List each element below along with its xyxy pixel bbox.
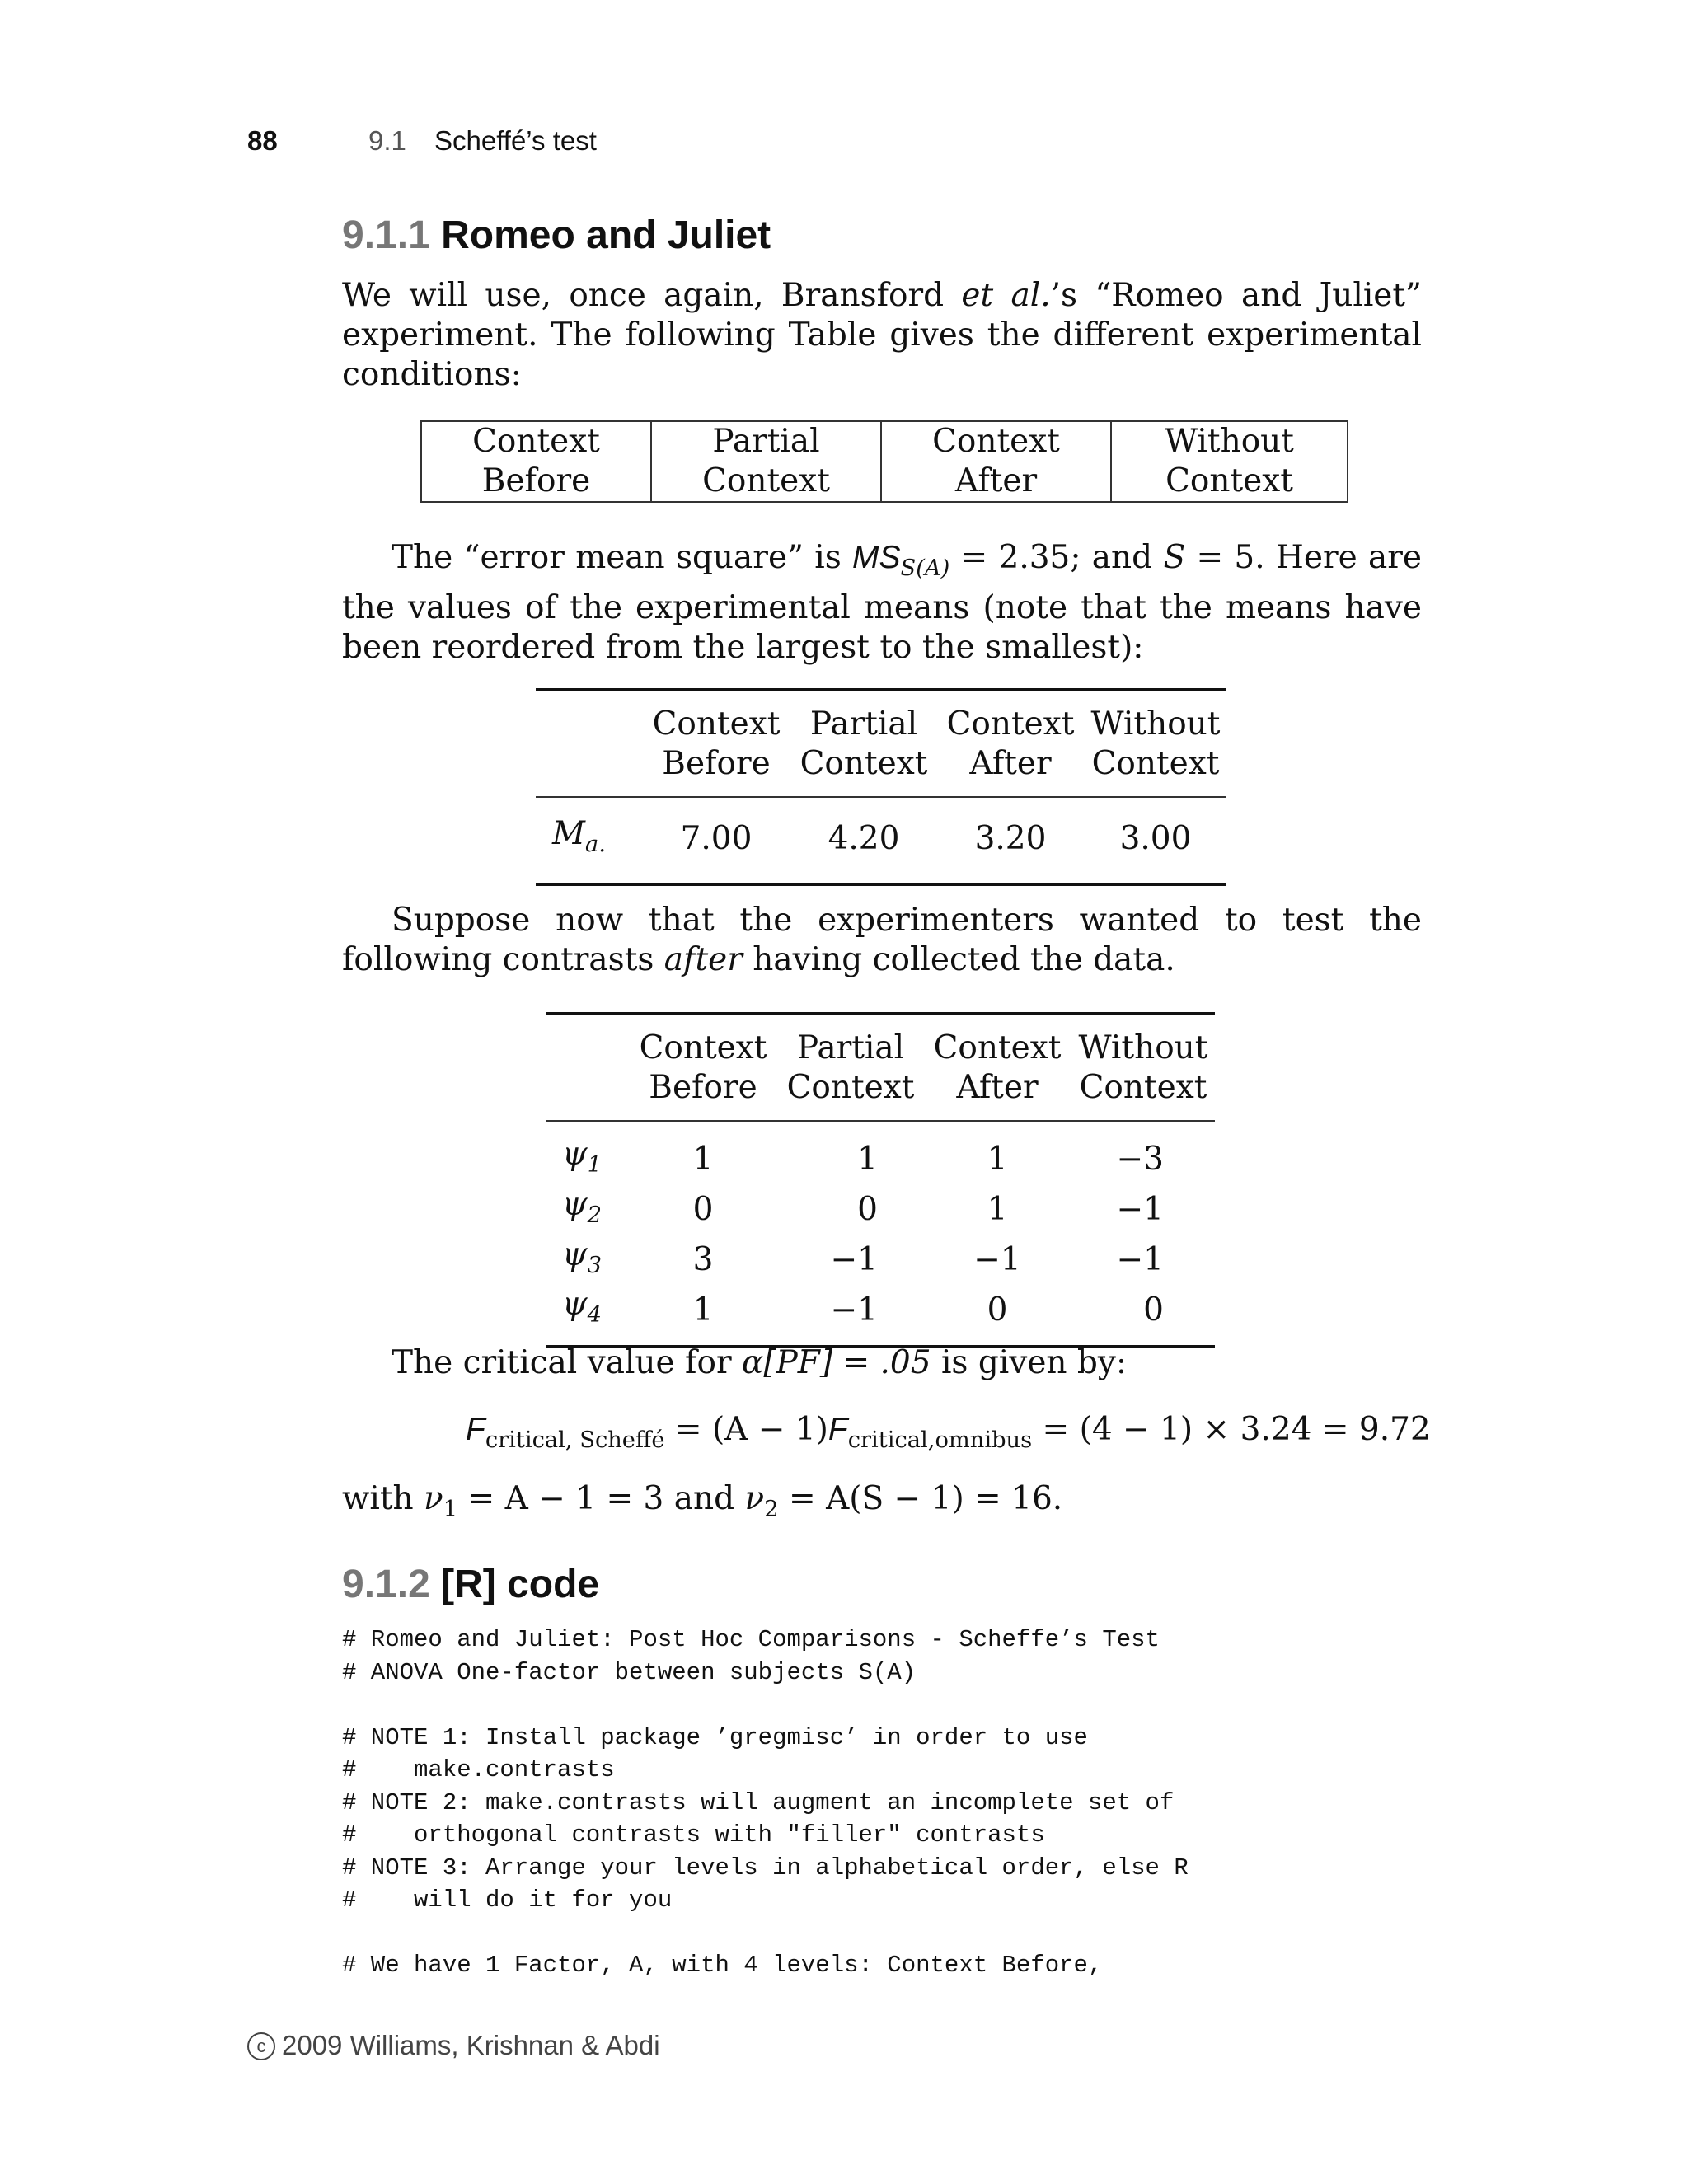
header-line: After [969,745,1052,782]
conditions-table [420,420,1348,503]
contrast-row [546,1185,1215,1235]
ms-text-1: The “error mean square” is [392,539,853,576]
header-cell [778,1014,923,1108]
condition-line: Context [702,462,830,499]
page-number: 88 [247,125,278,156]
suppose-text-1: Suppose now that the experimenters wanted to test the following contrasts [342,902,1422,978]
code-line: # NOTE 1: Install package ’gregmisc’ in order to use [342,1723,1088,1751]
header-line: After [956,1069,1039,1106]
contrast-coef: −1 [830,1240,878,1278]
condition-line: Context [472,423,600,460]
contrast-coef: 0 [1071,1285,1215,1347]
condition-line: Partial [712,423,820,460]
nu1-symbol: ν [424,1480,443,1517]
contrast-coef: −1 [973,1240,1021,1278]
header-line: Before [662,745,771,782]
header-cell [641,690,791,784]
header-line: Context [933,1029,1062,1066]
mean-value: 3.00 [1085,797,1226,881]
s-symbol: S [1163,539,1186,576]
r-code-block [342,1624,1189,1982]
contrast-coef: 3 [692,1240,714,1278]
code-line [342,1689,1189,1722]
contrast-coef: 0 [923,1285,1071,1347]
header-line: Context [946,705,1075,743]
formula-f1-sub: critical, Scheffé [485,1427,665,1453]
section-heading-r-code [342,1562,599,1607]
code-line: # NOTE 2: make.contrasts will augment an incomplete set of [342,1788,1175,1816]
contrast-header-row [546,1014,1215,1108]
contrast-label: $\psi_3$ [562,1235,602,1278]
contrast-row [546,1235,1215,1286]
contrast-coef: −1 [1116,1191,1164,1229]
header-line: Context [1091,745,1220,782]
condition-cell [881,421,1111,502]
formula-f2: F [828,1412,848,1447]
contrast-coef: 1 [923,1121,1071,1185]
critical-text-2: is given by: [931,1344,1128,1381]
contrast-label: $\psi_2$ [562,1185,602,1228]
row-label: $M_{a.}$ [536,797,641,881]
intro-paragraph [342,276,1422,395]
header-line: Before [649,1069,757,1106]
ms-symbol: MS [852,540,901,575]
critical-text-1: The critical value for [392,1344,742,1381]
condition-line: Context [932,423,1060,460]
suppose-paragraph [342,901,1422,980]
code-line: # will do it for you [342,1886,673,1914]
condition-line: Context [1165,462,1293,499]
condition-cell [651,421,881,502]
code-line [342,1917,1189,1950]
code-line: # orthogonal contrasts with "filler" contrasts [342,1821,1045,1849]
header-line: Context [786,1069,915,1106]
header-line: Context [652,705,781,743]
suppose-after: after [663,941,743,978]
contrast-table [546,1012,1215,1348]
contrast-coef: 1 [628,1121,778,1185]
contrast-row [546,1285,1215,1347]
header-line: Partial [809,705,918,743]
header-cell [1071,1014,1215,1108]
formula-f1: F [466,1412,485,1447]
means-header-row [536,690,1226,784]
section-number: 9.1.1 [342,213,430,257]
condition-line: Before [481,462,591,499]
copyright-footer [247,2030,660,2061]
code-line: # make.contrasts [342,1756,615,1783]
intro-text-1: We will use, once again, Bransford [342,277,962,314]
intro-etal: et al. [961,277,1051,314]
intro-text-2: ’s “Romeo and Juliet” experiment. The following Table gives the different experimental conditions: [342,277,1422,393]
header-section-title: Scheffé’s test [434,125,597,156]
contrast-coef: 1 [987,1191,1008,1229]
contrast-coef: 0 [692,1191,714,1229]
scheffe-formula [466,1411,1431,1453]
condition-line: After [954,462,1038,499]
means-value-row [536,797,1226,881]
contrast-coef: −1 [778,1285,923,1347]
contrast-label: $\psi_4$ [546,1285,628,1347]
formula-rhs: = (4 − 1) × 3.24 = 9.72 [1032,1411,1431,1448]
contrast-coef: 1 [628,1285,778,1347]
formula-mid: = (A − 1) [664,1411,828,1448]
ms-value: = 2.35; and [950,539,1164,576]
critical-value-paragraph [342,1343,1422,1383]
mean-value: 4.20 [791,797,936,881]
code-line: # Romeo and Juliet: Post Hoc Comparisons - Scheffe’s Test [342,1626,1160,1653]
header-cell [923,1014,1071,1108]
condition-cell [421,421,651,502]
header-line: Without [1090,705,1221,743]
contrast-coef: 1 [778,1121,923,1185]
condition-cell [1111,421,1348,502]
contrast-label: $\psi_1$ [546,1121,628,1185]
formula-f2-sub: critical,omnibus [847,1427,1033,1453]
header-cell [936,690,1085,784]
condition-line: Without [1165,423,1294,460]
header-line: Partial [796,1029,905,1066]
mean-square-paragraph [342,538,1422,668]
degrees-of-freedom-line: with $\nu_1 = A - 1 = 3$ and $\nu_2 = A(S - 1) = 16$. [342,1480,1063,1522]
code-line: # We have 1 Factor, A, with 4 levels: Context Before, [342,1952,1103,1979]
contrast-row [546,1121,1215,1185]
copyright-icon: c [247,2032,275,2060]
ms-text-2: = 5. Here are the values of the experimental means (note that the means have been reordered from the largest to the smallest): [342,539,1423,666]
section-title: Romeo and Juliet [441,213,771,257]
mean-value: 3.20 [936,797,1085,881]
nu2-symbol: ν [744,1480,765,1517]
suppose-text-2: having collected the data. [742,941,1175,978]
section-title: [R] code [441,1563,600,1606]
means-table [536,688,1226,886]
contrast-coef: −1 [1116,1240,1164,1278]
section-number: 9.1.2 [342,1563,430,1606]
header-line: Context [1079,1069,1207,1106]
critical-alpha: α[PF] = .05 [741,1344,931,1381]
header-line: Without [1078,1029,1208,1066]
section-heading-romeo-juliet [342,213,771,258]
mean-value: 7.00 [641,797,791,881]
code-line: # ANOVA One-factor between subjects S(A) [342,1658,917,1686]
contrast-coef: −3 [1071,1121,1215,1185]
header-line: Context [799,745,928,782]
header-cell [1085,690,1226,784]
copyright-text: 2009 Williams, Krishnan & Abdi [282,2030,660,2060]
header-cell [791,690,936,784]
contrast-coef: 0 [857,1191,878,1229]
header-line: Context [639,1029,767,1066]
code-line: # NOTE 3: Arrange your levels in alphabetical order, else R [342,1854,1189,1882]
ms-subscript: S(A) [900,555,950,581]
header-cell [628,1014,778,1108]
header-section-number: 9.1 [368,125,406,156]
